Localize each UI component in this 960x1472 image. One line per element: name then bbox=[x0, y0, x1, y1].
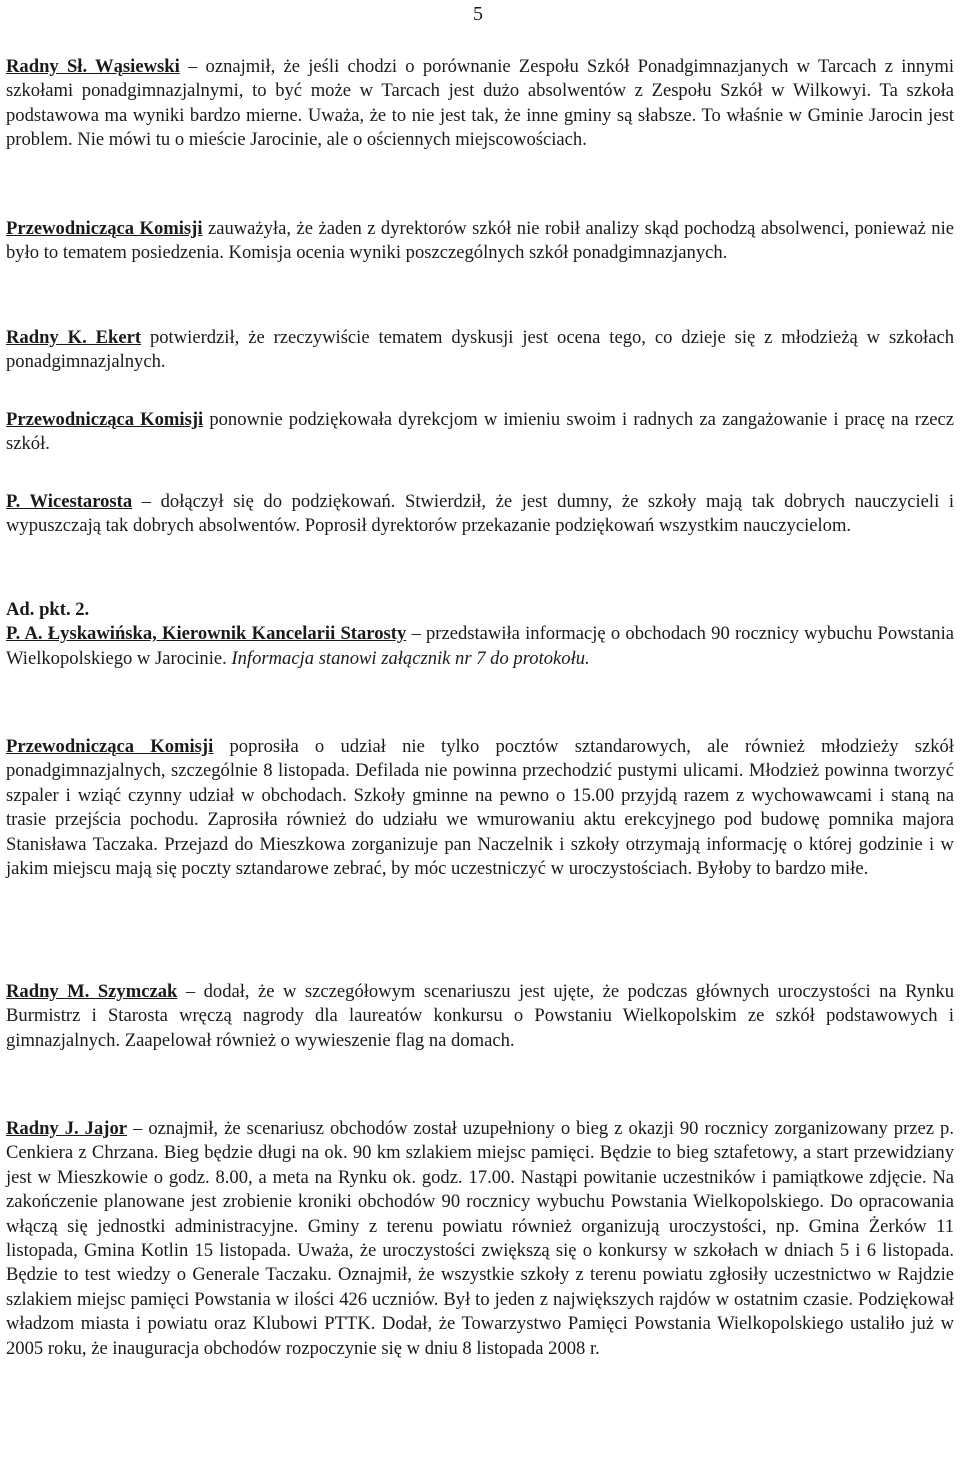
paragraph-szymczak bbox=[6, 980, 954, 1053]
paragraph-przewodniczaca-2 bbox=[6, 408, 954, 457]
speaker-name: Radny Sł. Wąsiewski bbox=[6, 56, 180, 77]
speaker-name: P. A. Łyskawińska, Kierownik Kancelarii Starosty bbox=[6, 623, 407, 645]
paragraph-wasiewski bbox=[6, 55, 954, 153]
paragraph-text: – oznajmił, że jeśli chodzi o porównanie Zespołu Szkół Ponadgimnazjanych w Tarcach z innymi szkołami ponadgimnazjalnymi, to być może w Tarcach jest dużo absolwentów z Zespołu Szkół w Wilkowyi. Ta szkoła podstawowa ma wyniki bardzo mierne. Uważa, że to nie jest tak, że inne gminy są słabsze. To właśnie w Gminie Jarocin jest problem. Nie mówi tu o mieście Jarocinie, ale o ościennych miejscowościach. bbox=[6, 56, 954, 151]
paragraph-przewodniczaca-3 bbox=[6, 735, 954, 881]
paragraph-jajor bbox=[6, 1117, 954, 1361]
speaker-name: Radny J. Jajor bbox=[6, 1118, 128, 1139]
paragraph-ad-pkt-2 bbox=[6, 598, 954, 671]
paragraph-ekert bbox=[6, 326, 954, 375]
agenda-heading: Ad. pkt. 2. bbox=[6, 599, 90, 620]
paragraph-text: – przedstawiła informację o obchodach 90 rocznicy wybuchu Powstania Wielkopolskiego w Jarocinie. bbox=[6, 623, 954, 669]
paragraph-text: – dołączył się do podziękowań. Stwierdził, że jest dumny, że szkoły mają tak dobrych nauczycieli i wypuszczają tak dobrych absolwentów. Poprosił dyrektorów przekazanie podziękowań wszystkim nauczycielom. bbox=[6, 491, 954, 537]
speaker-name: P. Wicestarosta bbox=[6, 491, 133, 512]
attachment-note: Informacja stanowi załącznik nr 7 do protokołu. bbox=[231, 647, 590, 669]
page-number: 5 bbox=[473, 3, 483, 25]
paragraph-text: zauważyła, że żaden z dyrektorów szkół nie robił analizy skąd pochodzą absolwenci, ponieważ nie było to tematem posiedzenia. Komisja ocenia wyniki poszczególnych szkół ponadgimnazjanych. bbox=[6, 218, 954, 264]
speaker-name: Radny M. Szymczak bbox=[6, 981, 178, 1002]
paragraph-text: ponownie podziękowała dyrekcjom w imieniu swoim i radnych za zangażowanie i pracę na rzecz szkół. bbox=[6, 409, 954, 455]
speaker-name: Przewodnicząca Komisji bbox=[6, 218, 203, 239]
speaker-name: Przewodnicząca Komisji bbox=[6, 736, 214, 757]
paragraph-text: potwierdził, że rzeczywiście tematem dyskusji jest ocena tego, co dzieje się z młodzieżą w szkołach ponadgimnazjalnych. bbox=[6, 327, 954, 373]
paragraph-wicestarosta bbox=[6, 490, 954, 539]
speaker-name: Radny K. Ekert bbox=[6, 327, 142, 348]
paragraph-przewodniczaca-1 bbox=[6, 217, 954, 266]
paragraph-text: – dodał, że w szczegółowym scenariuszu jest ujęte, że podczas głównych uroczystości na Rynku Burmistrz i Starosta wręczą nagrody dla laureatów konkursu o Powstaniu Wielkopolskim ze szkół podstawowych i gimnazjalnych. Zaapelował również o wywieszenie flag na domach. bbox=[6, 981, 954, 1051]
paragraph-text: – oznajmił, że scenariusz obchodów został uzupełniony o bieg z okazji 90 rocznicy zorganizowany przez p. Cenkiera z Chrzana. Bieg będzie długi na ok. 90 km szlakiem miejsc pamięci. Będzie to bieg sztafetowy, a start przewidziany jest w Mieszkowie o godz. 8.00, a meta na Rynku ok. godz. 17.00. Nastąpi powitanie uczestników i pamiątkowe zdjęcie. Na zakończenie planowane jest zrobienie kroniki obchodów 90 rocznicy wybuchu Powstania Wielkopolskiego. Do opracowania włączą się jednostki administracyjne. Gminy z terenu powiatu również organizują uroczystości, np. Gmina Żerków 11 listopada, Gmina Kotlin 15 listopada. Uważa, że uroczystości zwiększą się o konkursy w szkołach w dniach 5 i 6 listopada. Będzie to test wiedzy o Generale Taczaku. Oznajmił, że wszystkie szkoły z terenu powiatu zgłosiły uczestnictwo w Rajdzie szlakiem miejsc pamięci Powstania w ilości 426 uczniów. Był to jeden z największych rajdów w ostatnim czasie. Podziękował władzom miasta i powiatu oraz Klubowi PTTK. Dodał, że Towarzystwo Pamięci Powstania Wielkopolskiego ustaliło już w 2005 roku, że inauguracja obchodów rozpoczynie się w dniu 8 listopada 2008 r. bbox=[6, 1118, 954, 1359]
speaker-name: Przewodnicząca Komisji bbox=[6, 409, 204, 430]
paragraph-text: poprosiła o udział nie tylko pocztów sztandarowych, ale również młodzieży szkół ponadgimnazjalnych, szczególnie 8 listopada. Defilada nie powinna przechodzić pustymi ulicami. Młodzież powinna tworzyć szpaler i wziąć czynny udział w obchodach. Szkoły gminne na pewno o 15.00 przyjdą razem z wychowawcami i staną na trasie przejścia pochodu. Zaprosiła również do udziału we wmurowaniu aktu erekcyjnego pod budowę pomnika majora Stanisława Taczaka. Przejazd do Mieszkowa zorganizuje pan Naczelnik i szkoły otrzymają informację o której godzinie i w jakim miejscu mają się poczty sztandarowe zebrać, by móc uczestniczyć w uroczystościach. Byłoby to bardzo miłe. bbox=[6, 736, 955, 880]
